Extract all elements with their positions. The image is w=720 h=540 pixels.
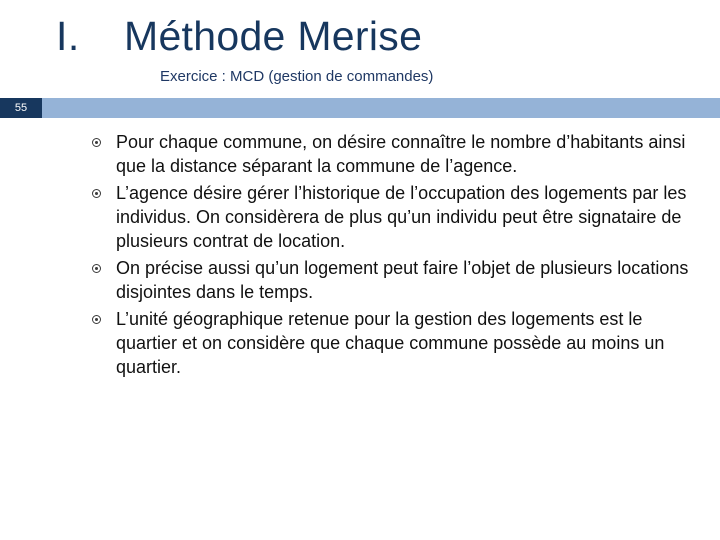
list-item-text: L’unité géographique retenue pour la gestion des logements est le quartier et on considère que chaque commune possède au moins un quartier. xyxy=(116,309,665,377)
circled-dot-bullet-icon xyxy=(92,189,101,198)
section-number: I. xyxy=(56,13,80,59)
list-item xyxy=(92,181,692,253)
list-item-text: On précise aussi qu’un logement peut faire l’objet de plusieurs locations disjointes dans le temps. xyxy=(116,258,689,302)
list-item xyxy=(92,307,692,379)
slide-subtitle: Exercice : MCD (gestion de commandes) xyxy=(160,68,434,85)
bullet-list xyxy=(92,130,692,382)
circled-dot-bullet-icon xyxy=(92,138,101,147)
circled-dot-bullet-icon xyxy=(92,264,101,273)
slide-page-number: 55 xyxy=(0,98,42,118)
list-item xyxy=(92,130,692,178)
list-item-text: Pour chaque commune, on désire connaître le nombre d’habitants ainsi que la distance séparant la commune de l’agence. xyxy=(116,132,686,176)
slide-header xyxy=(0,0,720,70)
circled-dot-bullet-icon xyxy=(92,315,101,324)
header-bar xyxy=(42,98,720,118)
list-item xyxy=(92,256,692,304)
slide-title: Méthode Merise xyxy=(124,13,423,59)
list-item-text: L’agence désire gérer l’historique de l’occupation des logements par les individus. On considèrera de plus qu’un individu peut être signataire de plusieurs contrat de location. xyxy=(116,183,687,251)
